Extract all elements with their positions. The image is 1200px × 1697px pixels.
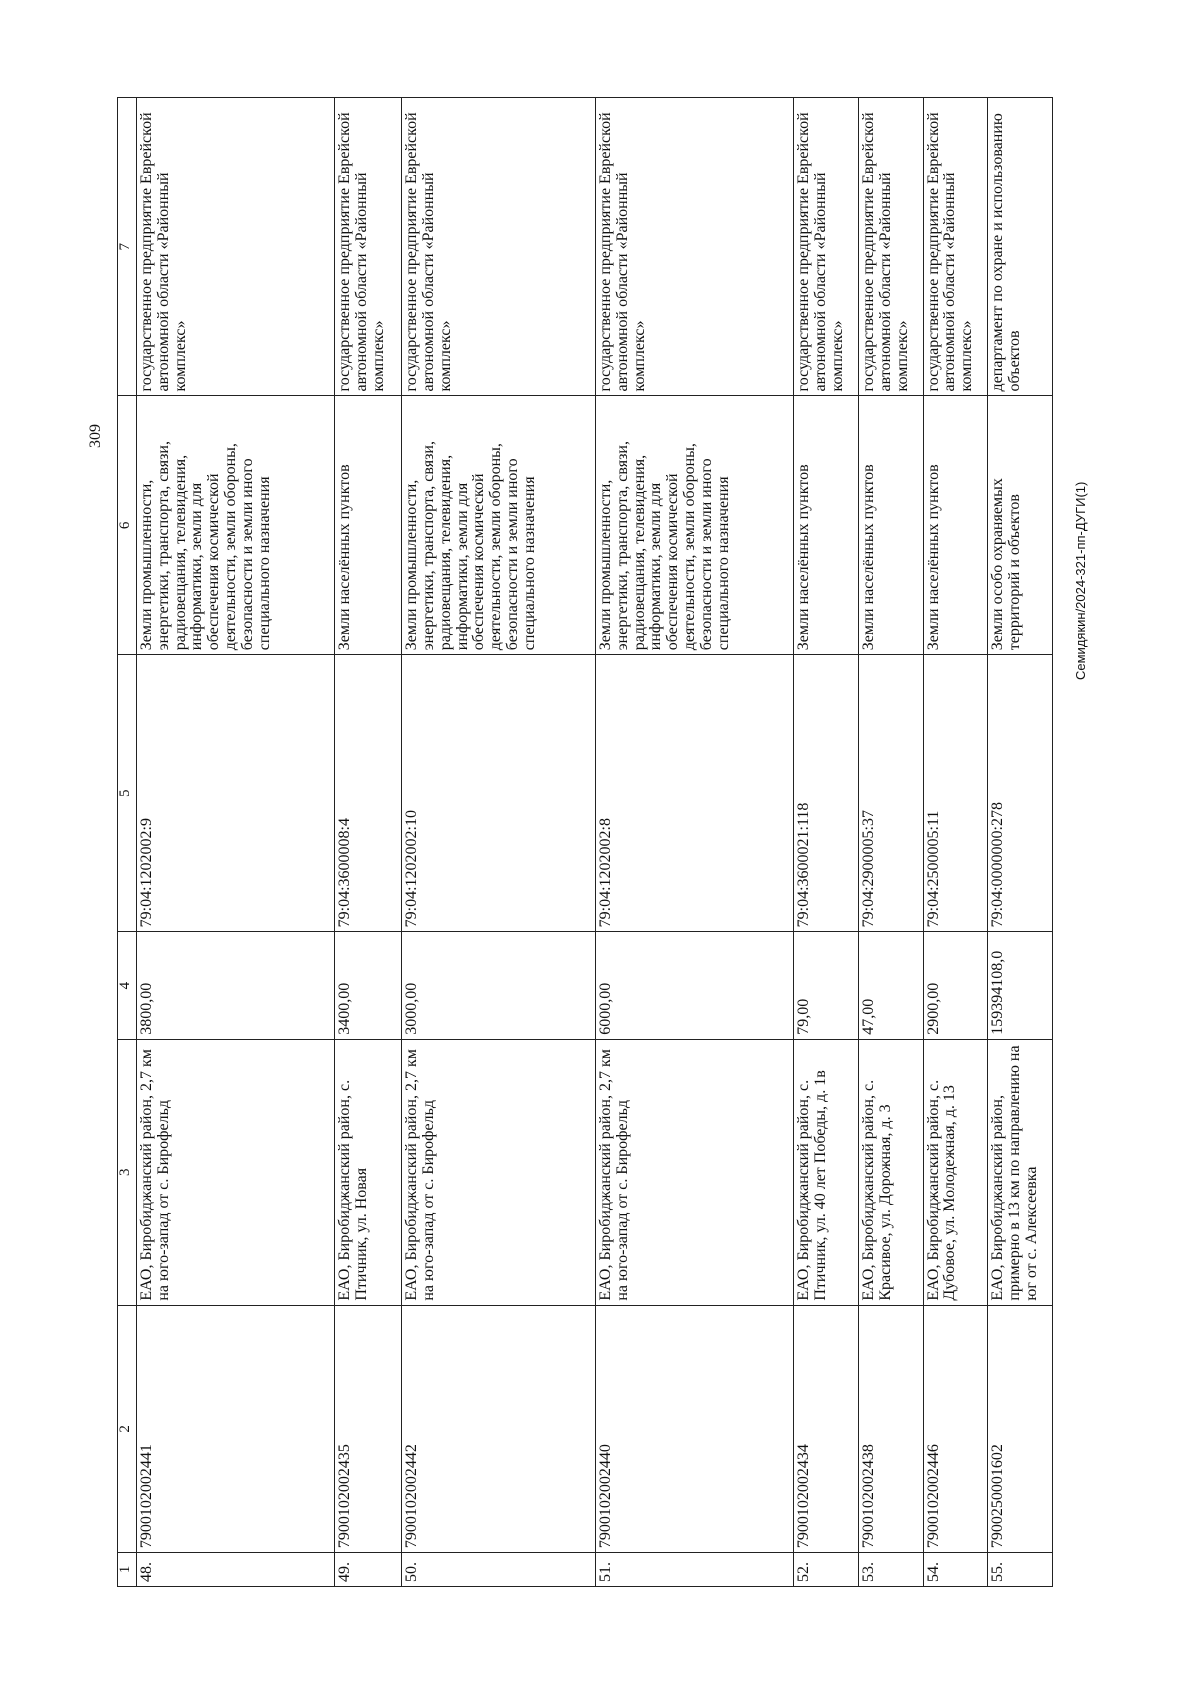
cadastral-number: 79:04:3600021:118 xyxy=(794,655,859,932)
right-holder: департамент по охране и использованию объектов xyxy=(988,98,1053,396)
address: ЕАО, Биробиджанский район, примерно в 13 км по направлению на юг от с. Алексеевка xyxy=(988,1039,1053,1305)
area: 79,00 xyxy=(794,932,859,1039)
registry-table xyxy=(117,97,1053,1587)
address: ЕАО, Биробиджанский район, 2,7 км на юго-запад от с. Бирофельд xyxy=(596,1039,794,1305)
right-holder: государственное предприятие Еврейской автономной области «Районный комплекс» xyxy=(794,98,859,396)
registry-code: 7900102002434 xyxy=(794,1305,859,1552)
address: ЕАО, Биробиджанский район, с. Птичник, ул. Новая xyxy=(335,1039,402,1305)
row-number: 49. xyxy=(335,1553,402,1587)
land-category: Земли особо охраняемых территорий и объектов xyxy=(988,396,1053,655)
cadastral-number: 79:04:2500005:11 xyxy=(923,655,988,932)
area: 2900,00 xyxy=(923,932,988,1039)
document-code: Семидякин/2024-321-пп-ДУГИ(1) xyxy=(1073,481,1088,680)
registry-code: 7900102002438 xyxy=(859,1305,924,1552)
page-number: 309 xyxy=(87,424,104,448)
table-row xyxy=(402,98,596,1587)
cadastral-number: 79:04:1202002:8 xyxy=(596,655,794,932)
address: ЕАО, Биробиджанский район, 2,7 км на юго-запад от с. Бирофельд xyxy=(402,1039,596,1305)
registry-code: 7900102002440 xyxy=(596,1305,794,1552)
column-header-6: 6 xyxy=(118,396,137,655)
row-number: 51. xyxy=(596,1553,794,1587)
address: ЕАО, Биробиджанский район, 2,7 км на юго-запад от с. Бирофельд xyxy=(137,1039,335,1305)
right-holder: государственное предприятие Еврейской автономной области «Районный комплекс» xyxy=(137,98,335,396)
registry-code: 7900102002442 xyxy=(402,1305,596,1552)
row-number: 53. xyxy=(859,1553,924,1587)
table-row xyxy=(923,98,988,1587)
land-category: Земли населённых пунктов xyxy=(859,396,924,655)
area: 6000,00 xyxy=(596,932,794,1039)
area: 47,00 xyxy=(859,932,924,1039)
land-category: Земли населённых пунктов xyxy=(794,396,859,655)
row-number: 52. xyxy=(794,1553,859,1587)
row-number: 54. xyxy=(923,1553,988,1587)
land-category: Земли промышленности, энергетики, транспорта, связи, радиовещания, телевидения, информатики, земли для обеспечения космической деятельности, земли обороны, безопасности и земли иного специального назначения xyxy=(137,396,335,655)
area: 159394108,0 xyxy=(988,932,1053,1039)
right-holder: государственное предприятие Еврейской автономной области «Районный комплекс» xyxy=(923,98,988,396)
cadastral-number: 79:04:0000000:278 xyxy=(988,655,1053,932)
right-holder: государственное предприятие Еврейской автономной области «Районный комплекс» xyxy=(335,98,402,396)
table-row xyxy=(335,98,402,1587)
column-header-2: 2 xyxy=(118,1305,137,1552)
land-category: Земли населённых пунктов xyxy=(923,396,988,655)
registry-table-wrapper xyxy=(117,97,1053,1587)
table-row xyxy=(988,98,1053,1587)
column-header-1: 1 xyxy=(118,1553,137,1587)
registry-code: 7900102002441 xyxy=(137,1305,335,1552)
table-header-row xyxy=(118,98,137,1587)
row-number: 48. xyxy=(137,1553,335,1587)
table-row xyxy=(137,98,335,1587)
address: ЕАО, Биробиджанский район, с. Красивое, ул. Дорожная, д. 3 xyxy=(859,1039,924,1305)
table-row xyxy=(859,98,924,1587)
table-row xyxy=(794,98,859,1587)
row-number: 50. xyxy=(402,1553,596,1587)
registry-code: 7900102002435 xyxy=(335,1305,402,1552)
land-category: Земли промышленности, энергетики, транспорта, связи, радиовещания, телевидения, информатики, земли для обеспечения космической деятельности, земли обороны, безопасности и земли иного специального назначения xyxy=(596,396,794,655)
right-holder: государственное предприятие Еврейской автономной области «Районный комплекс» xyxy=(402,98,596,396)
cadastral-number: 79:04:1202002:10 xyxy=(402,655,596,932)
column-header-5: 5 xyxy=(118,655,137,932)
right-holder: государственное предприятие Еврейской автономной области «Районный комплекс» xyxy=(596,98,794,396)
area: 3400,00 xyxy=(335,932,402,1039)
land-category: Земли населённых пунктов xyxy=(335,396,402,655)
area: 3800,00 xyxy=(137,932,335,1039)
address: ЕАО, Биробиджанский район, с. Дубовое, ул. Молодежная, д. 13 xyxy=(923,1039,988,1305)
column-header-3: 3 xyxy=(118,1039,137,1305)
cadastral-number: 79:04:3600008:4 xyxy=(335,655,402,932)
cadastral-number: 79:04:2900005:37 xyxy=(859,655,924,932)
address: ЕАО, Биробиджанский район, с. Птичник, ул. 40 лет Победы, д. 1в xyxy=(794,1039,859,1305)
table-row xyxy=(596,98,794,1587)
area: 3000,00 xyxy=(402,932,596,1039)
row-number: 55. xyxy=(988,1553,1053,1587)
right-holder: государственное предприятие Еврейской автономной области «Районный комплекс» xyxy=(859,98,924,396)
column-header-4: 4 xyxy=(118,932,137,1039)
column-header-7: 7 xyxy=(118,98,137,396)
registry-code: 7900102002446 xyxy=(923,1305,988,1552)
land-category: Земли промышленности, энергетики, транспорта, связи, радиовещания, телевидения, информатики, земли для обеспечения космической деятельности, земли обороны, безопасности и земли иного специального назначения xyxy=(402,396,596,655)
registry-code: 7900250001602 xyxy=(988,1305,1053,1552)
cadastral-number: 79:04:1202002:9 xyxy=(137,655,335,932)
